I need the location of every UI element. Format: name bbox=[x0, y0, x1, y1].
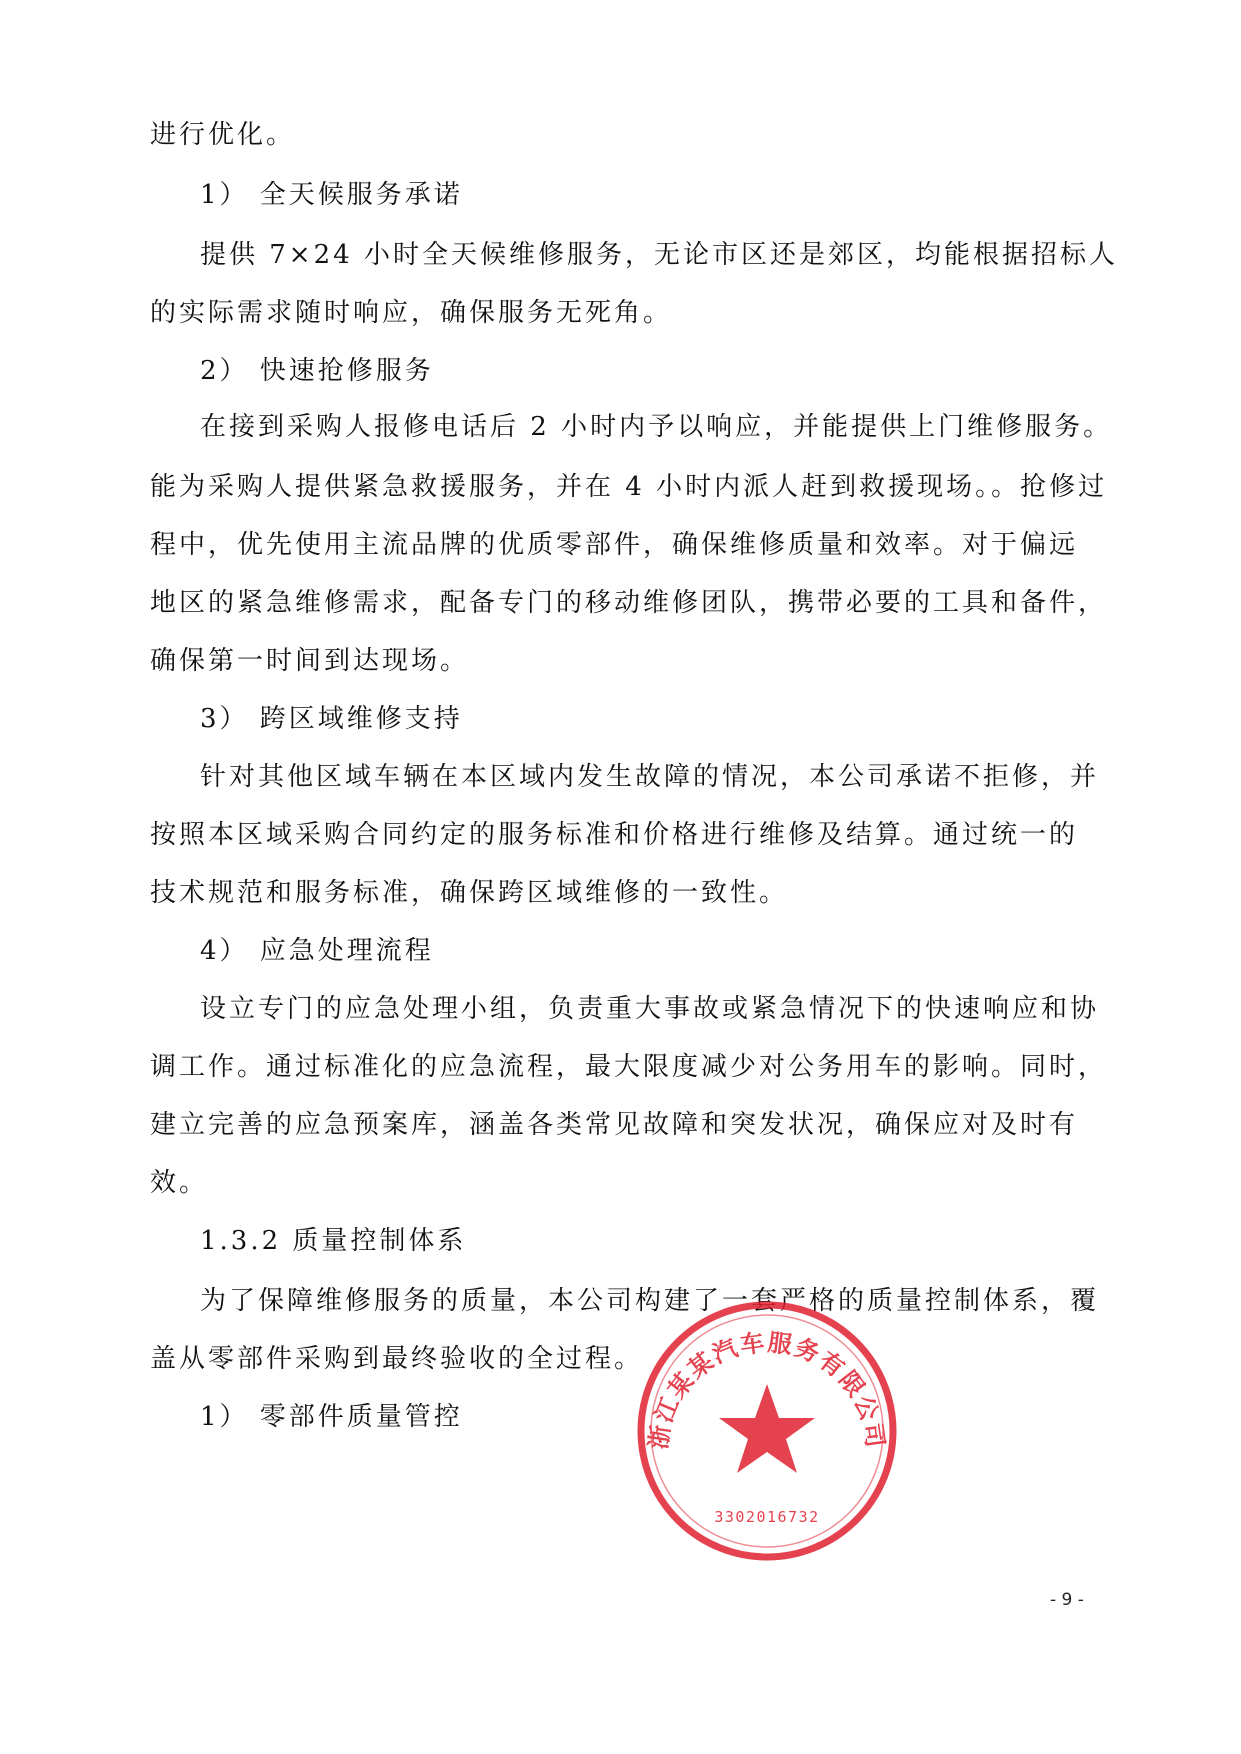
paragraph-line: 针对其他区域车辆在本区域内发生故障的情况，本公司承诺不拒修，并 bbox=[200, 762, 1100, 792]
paragraph-line: 进行优化。 bbox=[150, 120, 296, 150]
seal-ring-text: 浙江某某汽车服务有限公司 bbox=[644, 1328, 890, 1451]
section-heading: 3） 跨区域维修支持 bbox=[200, 704, 463, 734]
section-heading: 1） 零部件质量管控 bbox=[200, 1402, 463, 1432]
paragraph-line: 的实际需求随时响应，确保服务无死角。 bbox=[150, 298, 673, 328]
company-seal-stamp bbox=[632, 1296, 902, 1566]
section-heading: 4） 应急处理流程 bbox=[200, 936, 434, 966]
paragraph-line: 效。 bbox=[150, 1168, 209, 1198]
subsection-heading: 1.3.2 质量控制体系 bbox=[200, 1226, 467, 1256]
paragraph-line: 提供 7×24 小时全天候维修服务，无论市区还是郊区，均能根据招标人 bbox=[200, 240, 1118, 270]
section-heading: 1） 全天候服务承诺 bbox=[200, 180, 463, 210]
paragraph-line: 按照本区域采购合同约定的服务标准和价格进行维修及结算。通过统一的 bbox=[150, 820, 1079, 850]
paragraph-line: 盖从零部件采购到最终验收的全过程。 bbox=[150, 1344, 644, 1374]
seal-star-icon bbox=[719, 1384, 815, 1473]
paragraph-line: 地区的紧急维修需求，配备专门的移动维修团队，携带必要的工具和备件， bbox=[150, 588, 1108, 618]
paragraph-line: 设立专门的应急处理小组，负责重大事故或紧急情况下的快速响应和协 bbox=[200, 994, 1100, 1024]
paragraph-line: 为了保障维修服务的质量，本公司构建了一套严格的质量控制体系，覆 bbox=[200, 1286, 1100, 1316]
page-number: - 9 - bbox=[1050, 1590, 1084, 1610]
paragraph-line: 建立完善的应急预案库，涵盖各类常见故障和突发状况，确保应对及时有 bbox=[150, 1110, 1079, 1140]
paragraph-line: 能为采购人提供紧急救援服务，并在 4 小时内派人赶到救援现场。。抢修过 bbox=[150, 472, 1108, 502]
paragraph-line: 在接到采购人报修电话后 2 小时内予以响应，并能提供上门维修服务。 bbox=[200, 412, 1113, 442]
paragraph-line: 技术规范和服务标准，确保跨区域维修的一致性。 bbox=[150, 878, 789, 908]
paragraph-line: 确保第一时间到达现场。 bbox=[150, 646, 470, 676]
paragraph-line: 调工作。通过标准化的应急流程，最大限度减少对公务用车的影响。同时， bbox=[150, 1052, 1108, 1082]
paragraph-line: 程中，优先使用主流品牌的优质零部件，确保维修质量和效率。对于偏远 bbox=[150, 530, 1079, 560]
seal-code: 3302016732 bbox=[714, 1508, 820, 1526]
section-heading: 2） 快速抢修服务 bbox=[200, 356, 434, 386]
